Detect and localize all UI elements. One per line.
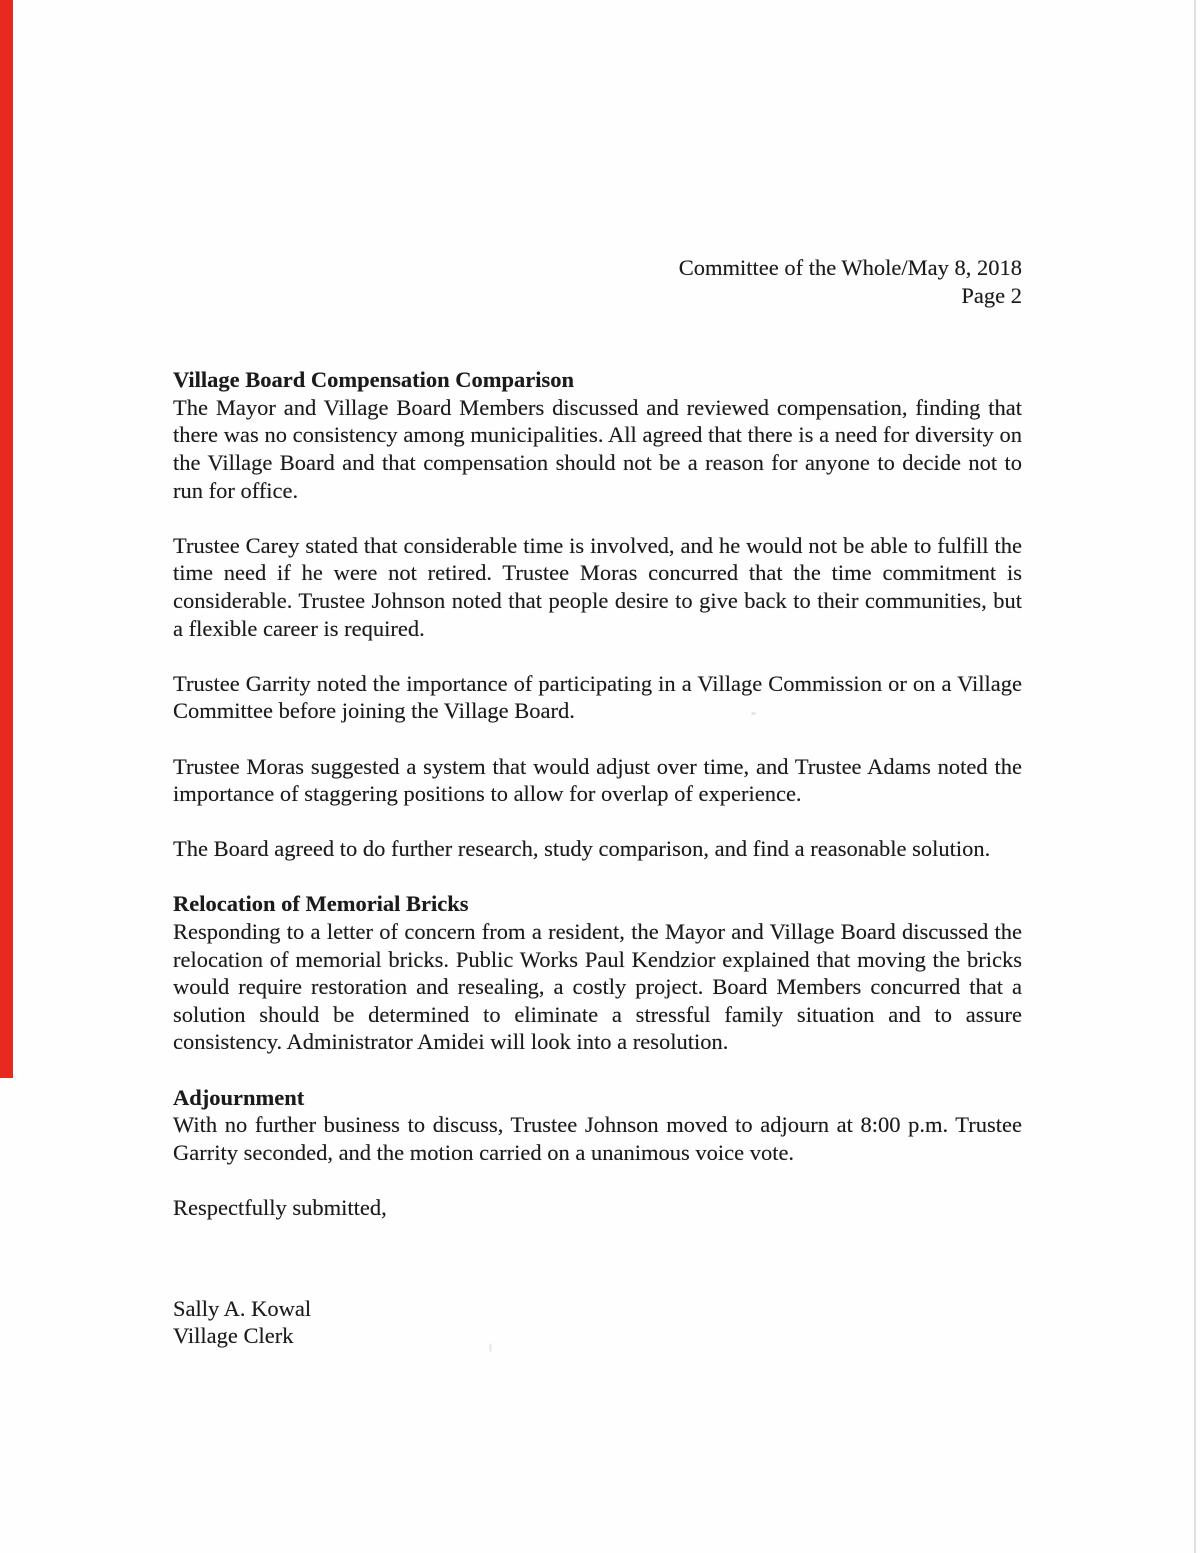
section-compensation-comparison xyxy=(173,366,1022,863)
signature-name: Sally A. Kowal xyxy=(173,1295,312,1321)
signature-title: Village Clerk xyxy=(173,1323,294,1349)
scanner-edge-red-stripe xyxy=(0,0,13,1078)
paragraph: The Board agreed to do further research, study comparison, and find a reasonable solution. xyxy=(173,836,991,862)
header-title: Committee of the Whole/May 8, 2018 xyxy=(678,255,1022,280)
page-header xyxy=(173,254,1022,309)
paragraph: Trustee Moras suggested a system that would adjust over time, and Trustee Adams noted the importance of staggering positions to allow for overlap of experience. xyxy=(173,753,1022,807)
page-content xyxy=(173,254,1022,1350)
paragraph: The Mayor and Village Board Members discussed and reviewed compensation, finding that there was no consistency among municipalities. All agreed that there is a need for diversity on the Village Board and that compensation should not be a reason for anyone to decide not to run for office. xyxy=(173,394,1022,503)
signature-block xyxy=(173,1295,1022,1350)
paragraph: Responding to a letter of concern from a resident, the Mayor and Village Board discussed the relocation of memorial bricks. Public Works Paul Kendzior explained that moving the bricks would require restoration and resealing, a costly project. Board Members concurred that a solution should be determined to eliminate a stressful family situation and to assure consistency. Administrator Amidei will look into a resolution. xyxy=(173,919,1022,1055)
scanner-line-artifact xyxy=(1194,0,1196,1553)
section-heading-adjournment: Adjournment xyxy=(173,1084,305,1110)
paragraph: Trustee Carey stated that considerable time is involved, and he would not be able to fulfill the time need if he were not retired. Trustee Moras concurred that the time commitment is considerable. Trustee Johnson noted that people desire to give back to their communities, but a flexible career is required. xyxy=(173,532,1022,641)
header-page-number: Page 2 xyxy=(961,282,1022,308)
section-heading-memorial-bricks: Relocation of Memorial Bricks xyxy=(173,891,469,917)
section-adjournment xyxy=(173,1084,1022,1167)
paragraph: Trustee Garrity noted the importance of participating in a Village Commission or on a Village Committee before joining the Village Board. xyxy=(173,670,1022,724)
section-heading-compensation: Village Board Compensation Comparison xyxy=(173,367,575,393)
closing-salutation: Respectfully submitted, xyxy=(173,1195,387,1220)
section-memorial-bricks xyxy=(173,890,1022,1056)
paragraph: With no further business to discuss, Trustee Johnson moved to adjourn at 8:00 p.m. Trustee Garrity seconded, and the motion carried on a unanimous voice vote. xyxy=(173,1112,1022,1165)
